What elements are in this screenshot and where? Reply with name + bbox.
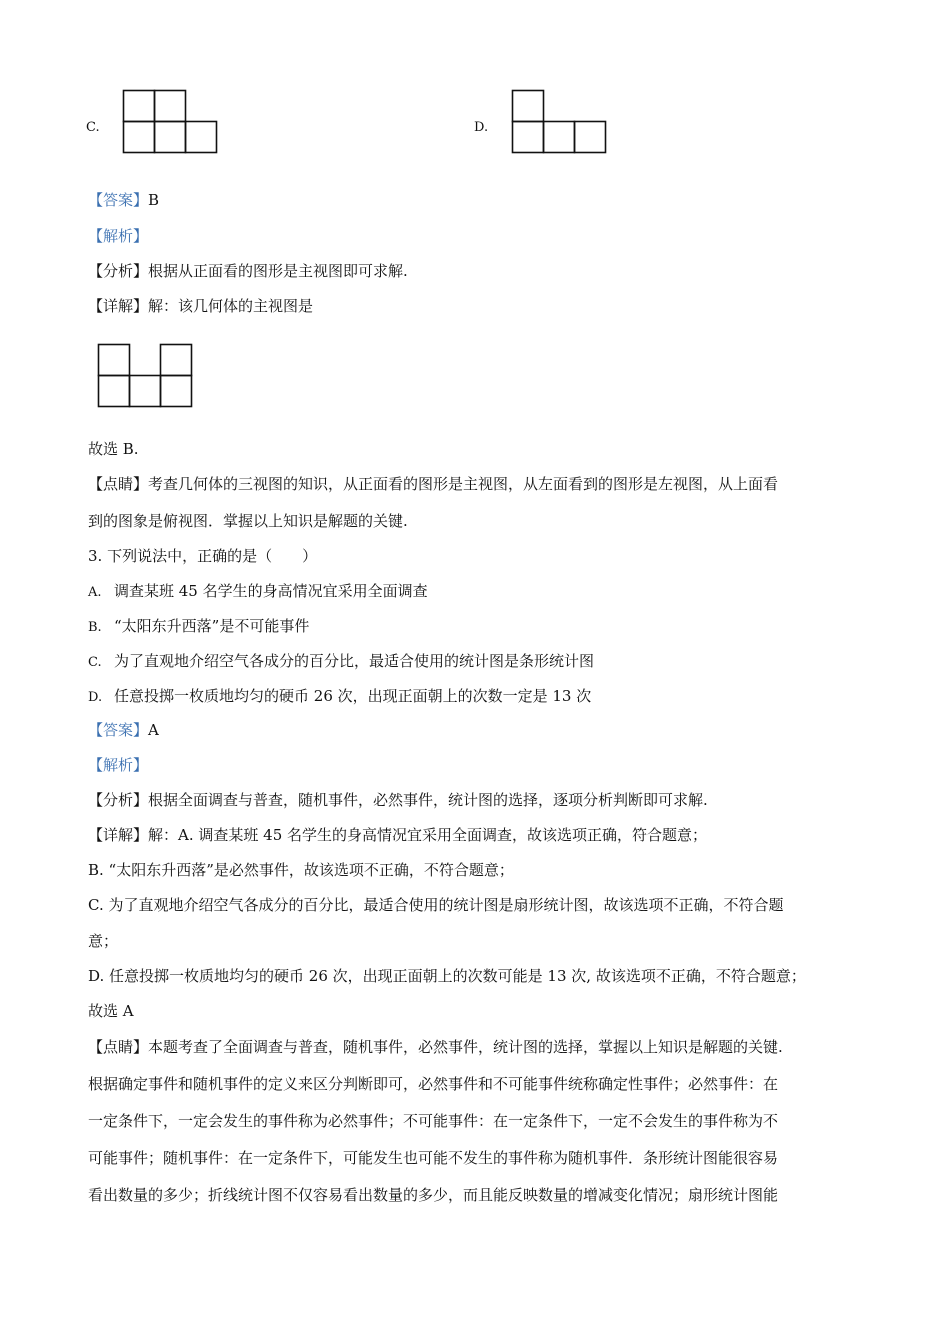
fenxi-1 bbox=[88, 261, 408, 281]
xiangjie-2-a bbox=[88, 825, 707, 845]
answer-value: B bbox=[148, 191, 160, 209]
answer-tag: 【答案】 bbox=[88, 191, 149, 209]
answer-2 bbox=[88, 720, 159, 740]
q3-option-d bbox=[88, 686, 591, 708]
dianjing-tag: 【点睛】 bbox=[88, 1038, 149, 1056]
xiangjie-text: 解：A. 调查某班 45 名学生的身高情况宜采用全面调查，故该选项正确，符合题意； bbox=[148, 826, 708, 844]
q3-option-b bbox=[88, 616, 309, 638]
analysis-1-tag: 【解析】 bbox=[88, 227, 149, 245]
front-view-figure bbox=[97, 343, 195, 410]
option-label: C. bbox=[88, 655, 102, 670]
option-c-figure bbox=[122, 89, 220, 155]
option-label: B. bbox=[88, 620, 102, 635]
option-label: A. bbox=[88, 585, 102, 600]
dianjing-text: 考查几何体的三视图的知识，从正面看的图形是主视图，从左面看到的图形是左视图，从上面看 bbox=[148, 475, 779, 493]
answer-1 bbox=[88, 190, 159, 210]
dianjing-2-line1 bbox=[88, 1037, 783, 1057]
dianjing-2-line4: 可能事件；随机事件：在一定条件下，可能发生也可能不发生的事件称为随机事件．条形统计图能很容易 bbox=[88, 1149, 779, 1167]
fenxi-text: 根据全面调查与普查，随机事件，必然事件，统计图的选择，逐项分析判断即可求解. bbox=[148, 791, 708, 809]
fenxi-2 bbox=[88, 790, 708, 810]
dianjing-text: 本题考查了全面调查与普查，随机事件，必然事件，统计图的选择，掌握以上知识是解题的关键. bbox=[148, 1038, 783, 1056]
q3-option-c bbox=[88, 651, 594, 673]
fenxi-tag: 【分析】 bbox=[88, 791, 149, 809]
xiangjie-2-c1: C. 为了直观地介绍空气各成分的百分比，最适合使用的统计图是扇形统计图，故该选项不正确，不符合题 bbox=[88, 896, 784, 914]
option-text: 为了直观地介绍空气各成分的百分比，最适合使用的统计图是条形统计图 bbox=[114, 652, 595, 670]
q3-option-a bbox=[88, 581, 428, 603]
dianjing-2-line2: 根据确定事件和随机事件的定义来区分判断即可，必然事件和不可能事件统称确定性事件；必然事件：在 bbox=[88, 1075, 779, 1093]
xiangjie-2-b: B. “太阳东升西落”是必然事件，故该选项不正确，不符合题意； bbox=[88, 861, 514, 879]
option-d-figure bbox=[511, 89, 609, 155]
xiangjie-tag: 【详解】 bbox=[88, 297, 149, 315]
question-3-stem: 3. 下列说法中，正确的是（ ） bbox=[88, 547, 318, 565]
answer-tag: 【答案】 bbox=[88, 721, 149, 739]
dianjing-1-line2: 到的图象是俯视图．掌握以上知识是解题的关键. bbox=[88, 512, 408, 530]
option-text: “太阳东升西落”是不可能事件 bbox=[114, 617, 310, 635]
xiangjie-tag: 【详解】 bbox=[88, 826, 149, 844]
guxuan-1: 故选 B. bbox=[88, 440, 139, 458]
dianjing-tag: 【点睛】 bbox=[88, 475, 149, 493]
option-d-label: D. bbox=[474, 120, 489, 135]
option-label: D. bbox=[88, 690, 103, 705]
option-c-label: C. bbox=[86, 120, 100, 135]
dianjing-1-line1 bbox=[88, 474, 778, 494]
xiangjie-text: 解：该几何体的主视图是 bbox=[148, 297, 314, 315]
option-text: 调查某班 45 名学生的身高情况宜采用全面调查 bbox=[114, 582, 428, 600]
dianjing-2-line3: 一定条件下，一定会发生的事件称为必然事件；不可能事件：在一定条件下，一定不会发生的事件称为不 bbox=[88, 1112, 779, 1130]
xiangjie-2-c2: 意； bbox=[88, 932, 119, 950]
fenxi-text: 根据从正面看的图形是主视图即可求解. bbox=[148, 262, 408, 280]
option-text: 任意投掷一枚质地均匀的硬币 26 次，出现正面朝上的次数一定是 13 次 bbox=[114, 687, 592, 705]
xiangjie-1 bbox=[88, 296, 313, 316]
dianjing-2-line5: 看出数量的多少；折线统计图不仅容易看出数量的多少，而且能反映数量的增减变化情况；扇形统计图能 bbox=[88, 1186, 779, 1204]
xiangjie-2-d: D. 任意投掷一枚质地均匀的硬币 26 次，出现正面朝上的次数可能是 13 次, 故该选项不正确，不符合题意； bbox=[88, 967, 806, 985]
fenxi-tag: 【分析】 bbox=[88, 262, 149, 280]
answer-value: A bbox=[148, 721, 159, 739]
analysis-2-tag: 【解析】 bbox=[88, 756, 149, 774]
guxuan-2: 故选 A bbox=[88, 1002, 134, 1020]
